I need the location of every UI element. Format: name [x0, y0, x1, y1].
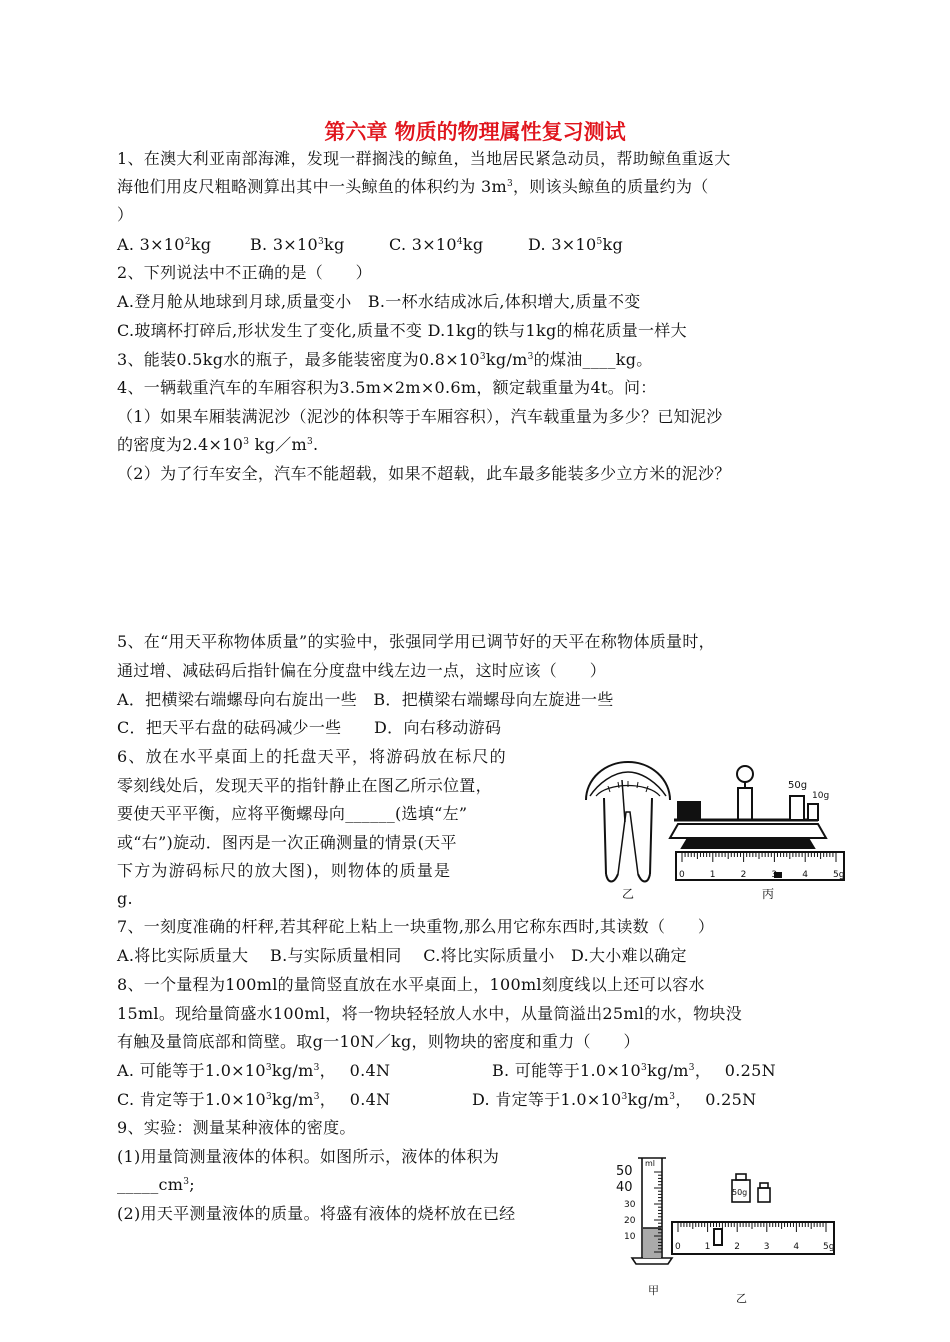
q6-line6: g. [117, 889, 133, 908]
cylinder-tick-label: 30 [624, 1200, 636, 1210]
pointer-dial-drawing [586, 762, 670, 882]
scale-tick-label: 1 [704, 1242, 711, 1252]
q5-stem-line2: 通过增、减砝码后指针偏在分度盘中线左边一点，这时应该（ ） [117, 661, 607, 680]
q6-line3: 要使天平平衡，应将平衡螺母向______(选填“左” [117, 804, 468, 823]
q9-stem: 9、实验：测量某种液体的密度。 [117, 1118, 356, 1137]
balance-figure-svg [578, 752, 856, 900]
q9-part2: (2)用天平测量液体的质量。将盛有液体的烧杯放在已经 [117, 1204, 516, 1223]
figure-label-jia: 甲 [648, 1284, 659, 1297]
scale-tick-label: 5g [823, 1242, 835, 1252]
q8-line3: 有触及量筒底部和筒壁。取g一10N／kg，则物块的密度和重力（ ） [117, 1032, 640, 1051]
q9-figure [612, 1154, 842, 1304]
q1-line1: 1、在澳大利亚南部海滩，发现一群搁浅的鲸鱼，当地居民紧急动员，帮助鲸鱼重返大 [117, 149, 731, 168]
q1-option-a: A. $3\times 10^2kg$ [117, 235, 212, 254]
slider-scale-labels [675, 1242, 834, 1252]
q6-line5: 下方为游码标尺的放大图)，则物体的质量是 [117, 861, 452, 880]
q6-line4: 或“右”)旋动．图丙是一次正确测量的情景(天平 [117, 833, 457, 852]
q1-option-c: C. $3\times 10^4kg$ [389, 235, 484, 254]
cylinder-tick-labels [616, 1164, 636, 1242]
q7-options: A.将比实际质量大 B.与实际质量相同 C.将比实际质量小 D.大小难以确定 [117, 946, 687, 965]
weight-10g-label: 10g [812, 791, 830, 801]
q4-stem: 4、一辆载重汽车的车厢容积为3.5m×2m×0.6m，额定载重量为4t。问： [117, 378, 657, 397]
q6-line2: 零刻线处后，发现天平的指针静止在图乙所示位置， [117, 776, 492, 795]
scale-tick-label: 1 [709, 870, 716, 880]
q9-part1-blank: $\_\_\_\_\_cm^3$; [117, 1175, 195, 1194]
weight-50g-label: 50g [788, 780, 808, 791]
q3-stem: 3、能装0.5kg水的瓶子，最多能装密度为$0.8\times 10^3kg/m^3$的煤油____kg。 [117, 350, 653, 369]
q2-options-cd: C.玻璃杯打碎后,形状发生了变化,质量不变 D.1kg的铁与1kg的棉花质量一样大 [117, 321, 687, 340]
page-title: 第六章 物质的物理属性复习测试 [324, 120, 626, 144]
q1-option-d: D. $3\times 10^5kg$ [528, 235, 624, 254]
cylinder-unit-label: ml [645, 1159, 656, 1168]
q8-line1: 8、一个量程为100ml的量筒竖直放在水平桌面上，100ml刻度线以上还可以容水 [117, 975, 705, 994]
weight-50g-label: 50g [732, 1188, 748, 1197]
graduated-cylinder-drawing [632, 1158, 672, 1264]
q2-options-ab: A.登月舱从地球到月球,质量变小 B.一杯水结成冰后,体积增大,质量不变 [117, 292, 641, 311]
cylinder-balance-figure-svg [612, 1154, 842, 1304]
q7-stem: 7、一刻度准确的杆秤,若其秤砣上粘上一块重物,那么用它称东西时,其读数（ ） [117, 917, 715, 936]
q4-part2: （2）为了行车安全，汽车不能超载，如果不超载，此车最多能装多少立方米的泥沙？ [117, 464, 731, 483]
slider-scale-labels [679, 870, 844, 880]
q8-option-b: B. 可能等于$1.0\times 10^3kg/m^3$， 0.25N [492, 1061, 776, 1080]
scale-tick-label: 0 [679, 870, 685, 880]
slider-scale-drawing [676, 852, 844, 880]
cylinder-tick-label: 10 [624, 1232, 636, 1242]
q1-line3: ） [117, 205, 134, 224]
q2-stem: 2、下列说法中不正确的是（ ） [117, 263, 372, 282]
q1-option-b: B. $3\times 10^3kg$ [250, 235, 345, 254]
q6-figure [578, 752, 856, 900]
scale-tick-label: 0 [675, 1242, 681, 1252]
q4-part1: （1）如果车厢装满泥沙（泥沙的体积等于车厢容积），汽车载重量为多少？已知泥沙 [117, 407, 723, 426]
q5-options-cd: C．把天平右盘的砝码减少一些 D．向右移动游码 [117, 718, 502, 737]
cylinder-tick-label: 40 [616, 1180, 633, 1195]
figure-label-bing: 丙 [762, 887, 775, 900]
figure-label-yi: 乙 [622, 887, 635, 900]
q1-line2: 海他们用皮尺粗略测算出其中一头鲸鱼的体积约为 $3m^3$，则该头鲸鱼的质量约为（ [117, 177, 709, 196]
q5-stem-line1: 5、在“用天平称物体质量”的实验中，张强同学用已调节好的天平在称物体质量时， [117, 632, 715, 651]
scale-tick-label: 3 [771, 870, 778, 880]
cylinder-tick-label: 50 [616, 1164, 633, 1179]
scale-tick-label: 3 [763, 1242, 770, 1252]
scale-tick-label: 4 [802, 870, 808, 880]
cylinder-tick-label: 20 [624, 1216, 636, 1226]
figure-label-yi: 乙 [736, 1292, 747, 1304]
q8-option-a: A. 可能等于$1.0\times 10^3kg/m^3$， 0.4N [117, 1061, 391, 1080]
slider-scale-drawing [672, 1222, 834, 1254]
q8-option-d: D. 肯定等于$1.0\times 10^3kg/m^3$， 0.25N [472, 1090, 757, 1109]
balance-drawing [670, 766, 826, 848]
scale-tick-label: 2 [734, 1242, 740, 1252]
q8-option-c: C. 肯定等于$1.0\times 10^3kg/m^3$， 0.4N [117, 1090, 391, 1109]
scale-tick-label: 2 [740, 870, 747, 880]
q9-part1: (1)用量筒测量液体的体积。如图所示，液体的体积为 [117, 1147, 500, 1166]
q4-part1-density: 的密度为$2.4\times 10^3$ $kg/m^3$. [117, 435, 319, 454]
scale-tick-label: 4 [793, 1242, 800, 1252]
q8-line2: 15ml。现给量筒盛水100ml，将一物块轻轻放人水中，从量筒溢出25ml的水，物块没 [117, 1004, 743, 1023]
q5-options-ab: A．把横梁右端螺母向右旋出一些 B．把横梁右端螺母向左旋进一些 [117, 690, 614, 709]
q6-line1: 6、放在水平桌面上的托盘天平，将游码放在标尺的 [117, 747, 507, 766]
scale-tick-label: 5g [833, 870, 845, 880]
